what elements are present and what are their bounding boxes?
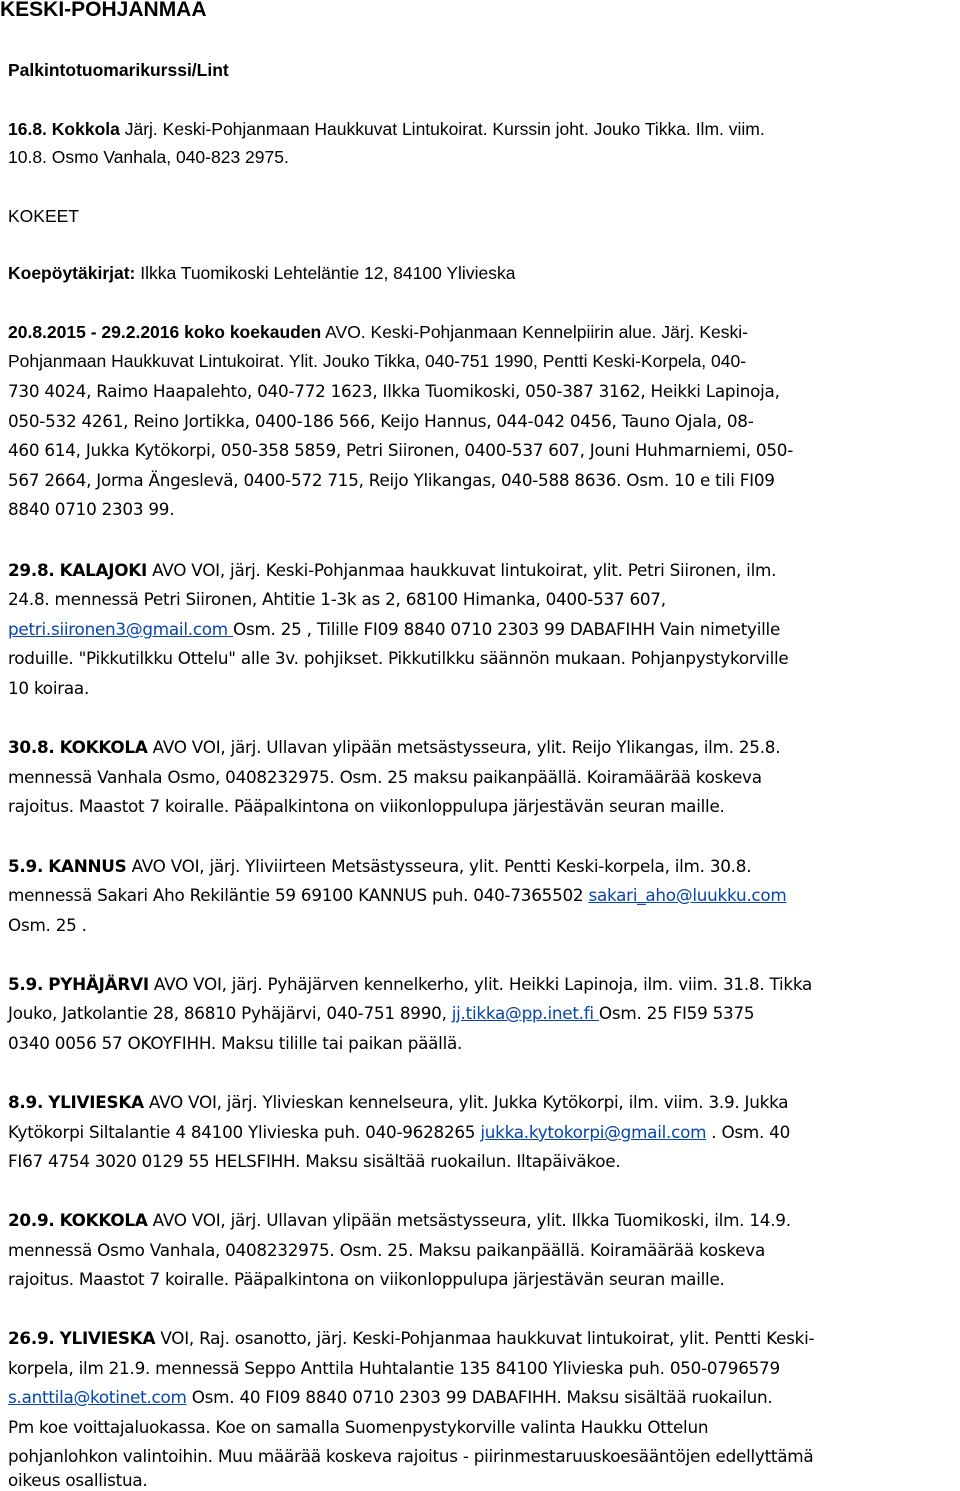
event5-place: YLIVIESKA: [48, 1092, 144, 1112]
event6-date: 20.9.: [8, 1210, 55, 1230]
event1-place: KALAJOKI: [59, 560, 148, 580]
event6-line-3: rajoitus. Maastot 7 koiralle. Pääpalkintona on viikonloppulupa järjestävän seuran maille.: [8, 1269, 725, 1289]
event1-email-link[interactable]: petri.siironen3@gmail.com: [8, 619, 233, 639]
event1-line-2: 24.8. mennessä Petri Siironen, Ahtitie 1-3k as 2, 68100 Himanka, 0400-537 607,: [8, 589, 666, 609]
event0-line-5: 460 614, Jukka Kytökorpi, 050-358 5859, Petri Siironen, 0400-537 607, Jouni Huhmarniemi, 050-: [8, 440, 793, 460]
event2-text-1: AVO VOI, järj. Ullavan ylipään metsästysseura, ylit. Reijo Ylikangas, ilm. 25.8.: [147, 737, 781, 757]
event3-text-1: AVO VOI, järj. Yliviirteen Metsästysseura, ylit. Pentti Keski-korpela, ilm. 30.8.: [126, 856, 752, 876]
course-date-place: 16.8. Kokkola: [8, 119, 120, 139]
event7-line-2: korpela, ilm 21.9. mennessä Seppo Anttila Huhtalantie 135 84100 Ylivieska puh. 050-0796579: [8, 1358, 780, 1378]
event6-place: KOKKOLA: [59, 1210, 148, 1230]
course-line-1: [8, 118, 765, 140]
record-line: [8, 262, 515, 284]
event1-date: 29.8.: [8, 560, 55, 580]
record-text: Ilkka Tuomikoski Lehteläntie 12, 84100 Ylivieska: [135, 263, 516, 283]
event5-line-2: [8, 1121, 790, 1143]
event7-place: YLIVIESKA: [59, 1328, 156, 1348]
event7-text-3: Osm. 40 FI09 8840 0710 2303 99 DABAFIHH. Maksu sisältää ruokailun.: [186, 1387, 773, 1407]
event5-email-link[interactable]: jukka.kytokorpi@gmail.com: [480, 1122, 707, 1142]
record-label: Koepöytäkirjat:: [8, 263, 136, 283]
event3-email-link[interactable]: sakari_aho@luukku.com: [588, 885, 787, 905]
event7-date: 26.9.: [8, 1328, 55, 1348]
course-line-2: 10.8. Osmo Vanhala, 040-823 2975.: [8, 147, 289, 167]
event2-place: KOKKOLA: [59, 737, 148, 757]
page-heading: KESKI-POHJANMAA: [0, 0, 207, 21]
event4-line-2: [8, 1002, 754, 1024]
event5-text-1: AVO VOI, järj. Ylivieskan kennelseura, ylit. Jukka Kytökorpi, ilm. viim. 3.9. Jukka: [143, 1092, 789, 1112]
event0-line-1: [8, 321, 748, 343]
event5-line-1: [8, 1091, 788, 1113]
event3-line-2: [8, 884, 787, 906]
event3-date: 5.9.: [8, 856, 44, 876]
event7-line-3: [8, 1386, 773, 1408]
course-title: Palkintotuomarikurssi/Lint: [8, 60, 229, 80]
event4-text-2b: Osm. 25 FI59 5375: [598, 1003, 755, 1023]
event1-line-3: [8, 618, 780, 640]
tests-title: KOKEET: [8, 206, 79, 226]
event7-line-4: Pm koe voittajaluokassa. Koe on samalla Suomenpystykorville valinta Haukku Ottelun: [8, 1417, 709, 1437]
event6-text-1: AVO VOI, järj. Ullavan ylipään metsästysseura, ylit. Ilkka Tuomikoski, ilm. 14.9.: [147, 1210, 791, 1230]
event5-text-2: Kytökorpi Siltalantie 4 84100 Ylivieska puh. 040-9628265: [8, 1122, 481, 1142]
event5-line-3: FI67 4754 3020 0129 55 HELSFIHH. Maksu sisältää ruokailun. Iltapäiväkoe.: [8, 1151, 621, 1171]
event3-line-3: Osm. 25 .: [8, 915, 87, 935]
event0-line-6: 567 2664, Jorma Ängeslevä, 0400-572 715, Reijo Ylikangas, 040-588 8636. Osm. 10 e tili FI09: [8, 470, 775, 490]
event4-date: 5.9.: [8, 974, 44, 994]
event2-line-2: mennessä Vanhala Osmo, 0408232975. Osm. 25 maksu paikanpäällä. Koiramäärää koskeva: [8, 767, 762, 787]
event0-line-3: 730 4024, Raimo Haapalehto, 040-772 1623, Ilkka Tuomikoski, 050-387 3162, Heikki Lapinoja,: [8, 381, 780, 401]
event4-text-2: Jouko, Jatkolantie 28, 86810 Pyhäjärvi, 040-751 8990,: [8, 1003, 452, 1023]
event7-line-5: pohjanlohkon valintoihin. Muu määrää koskeva rajoitus - piirinmestaruuskoesääntöjen edellyttämä: [8, 1446, 814, 1466]
event5-date: 8.9.: [8, 1092, 44, 1112]
event0-line-4: 050-532 4261, Reino Jortikka, 0400-186 566, Keijo Hannus, 044-042 0456, Tauno Ojala, 08-: [8, 411, 754, 431]
event3-place: KANNUS: [48, 856, 127, 876]
event7-text-1: VOI, Raj. osanotto, järj. Keski-Pohjanmaa haukkuvat lintukoirat, ylit. Pentti Keski-: [155, 1328, 815, 1348]
event2-line-3: rajoitus. Maastot 7 koiralle. Pääpalkintona on viikonloppulupa järjestävän seuran maille.: [8, 796, 725, 816]
event1-line-5: 10 koiraa.: [8, 678, 90, 698]
event6-line-1: [8, 1209, 791, 1231]
event0-line-7: 8840 0710 2303 99.: [8, 499, 175, 519]
event4-line-1: [8, 973, 812, 995]
event4-place: PYHÄJÄRVI: [48, 974, 149, 994]
event3-text-2: mennessä Sakari Aho Rekiläntie 59 69100 KANNUS puh. 040-7365502: [8, 885, 589, 905]
event4-line-3: 0340 0056 57 OKOYFIHH. Maksu tilille tai paikan päällä.: [8, 1033, 463, 1053]
event1-text-3: Osm. 25 , Tilille FI09 8840 0710 2303 99 DABAFIHH Vain nimetyille: [233, 619, 781, 639]
event7-email-link[interactable]: s.anttila@kotinet.com: [8, 1387, 187, 1407]
event5-text-2b: . Osm. 40: [706, 1122, 791, 1142]
event2-date: 30.8.: [8, 737, 55, 757]
event7-line-1: [8, 1327, 814, 1349]
event7-line-6: oikeus osallistua.: [8, 1470, 148, 1490]
event1-line-1: [8, 559, 776, 581]
event0-lead: 20.8.2015 - 29.2.2016 koko koekauden: [8, 322, 322, 342]
event0-text-1: AVO. Keski-Pohjanmaan Kennelpiirin alue. Järj. Keski-: [321, 322, 748, 342]
event3-line-1: [8, 855, 751, 877]
event4-text-1: AVO VOI, järj. Pyhäjärven kennelkerho, ylit. Heikki Lapinoja, ilm. viim. 31.8. Tikka: [148, 974, 813, 994]
event1-text-1: AVO VOI, järj. Keski-Pohjanmaa haukkuvat lintukoirat, ylit. Petri Siironen, ilm.: [147, 560, 777, 580]
event0-line-2: Pohjanmaan Haukkuvat Lintukoirat. Ylit. Jouko Tikka, 040-751 1990, Pentti Keski-Korpela, 040-: [8, 351, 747, 371]
event1-line-4: roduille. "Pikkutilkku Ottelu" alle 3v. pohjikset. Pikkutilkku säännön mukaan. Pohjanpystykorville: [8, 648, 789, 668]
event2-line-1: [8, 736, 780, 758]
event4-email-link[interactable]: jj.tikka@pp.inet.fi: [451, 1003, 599, 1023]
event6-line-2: mennessä Osmo Vanhala, 0408232975. Osm. 25. Maksu paikanpäällä. Koiramäärää koskeva: [8, 1240, 765, 1260]
course-text: Järj. Keski-Pohjanmaan Haukkuvat Lintukoirat. Kurssin joht. Jouko Tikka. Ilm. viim.: [119, 119, 765, 139]
